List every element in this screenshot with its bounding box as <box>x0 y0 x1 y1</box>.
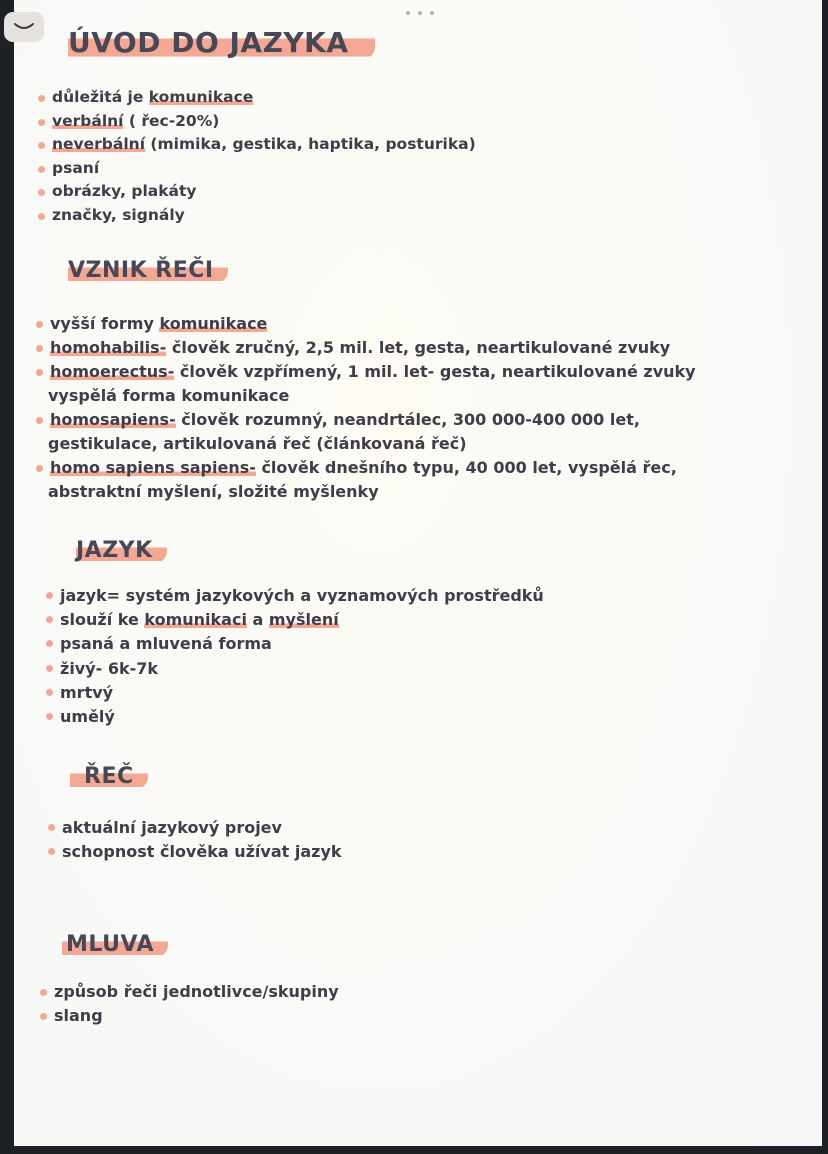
page-title: ÚVOD DO JAZYKA <box>68 26 375 59</box>
list-item: homoerectus- člověk vzpřímený, 1 mil. let- gesta, neartikulované zvuky vyspělá forma komunikace <box>36 360 696 408</box>
list-item: jazyk= systém jazykových a vyznamových prostředků <box>46 584 544 608</box>
section-heading-mluva: MLUVA <box>62 932 168 957</box>
list-item: důležitá je komunikace <box>38 86 476 110</box>
vznik-list <box>36 312 696 504</box>
section-heading-vznik: VZNIK ŘEČI <box>68 258 228 283</box>
chevron-down-icon <box>13 21 35 33</box>
list-item: mrtvý <box>46 681 544 705</box>
list-item: psaní <box>38 157 476 181</box>
back-button[interactable] <box>4 12 44 42</box>
section-heading-rec: ŘEČ <box>70 764 148 789</box>
list-item: homo sapiens sapiens- člověk dnešního typu, 40 000 let, vyspělá řec, abstraktní myšlení, složité myšlenky <box>36 456 696 504</box>
uvod-list <box>38 86 476 227</box>
list-item: způsob řeči jednotlivce/skupiny <box>40 980 339 1004</box>
list-item: slouží ke komunikaci a myšlení <box>46 608 544 632</box>
rec-list <box>48 816 342 864</box>
list-item: neverbální (mimika, gestika, haptika, posturika) <box>38 133 476 157</box>
list-item: obrázky, plakáty <box>38 180 476 204</box>
list-item: vyšší formy komunikace <box>36 312 696 336</box>
list-item: živý- 6k-7k <box>46 657 544 681</box>
list-item: slang <box>40 1004 339 1028</box>
list-item: homosapiens- člověk rozumný, neandrtálec, 300 000-400 000 let, gestikulace, artikulovaná řeč (článkovaná řeč) <box>36 408 696 456</box>
section-heading-jazyk: JAZYK <box>76 538 167 563</box>
list-item: aktuální jazykový projev <box>48 816 342 840</box>
list-item: verbální ( řec-20%) <box>38 110 476 134</box>
more-dots-icon[interactable] <box>406 8 434 18</box>
mluva-list <box>40 980 339 1028</box>
note-page <box>14 0 822 1146</box>
list-item: psaná a mluvená forma <box>46 632 544 656</box>
jazyk-list <box>46 584 544 729</box>
list-item: schopnost člověka užívat jazyk <box>48 840 342 864</box>
list-item: značky, signály <box>38 204 476 228</box>
list-item: umělý <box>46 705 544 729</box>
list-item: homohabilis- člověk zručný, 2,5 mil. let, gesta, neartikulované zvuky <box>36 336 696 360</box>
